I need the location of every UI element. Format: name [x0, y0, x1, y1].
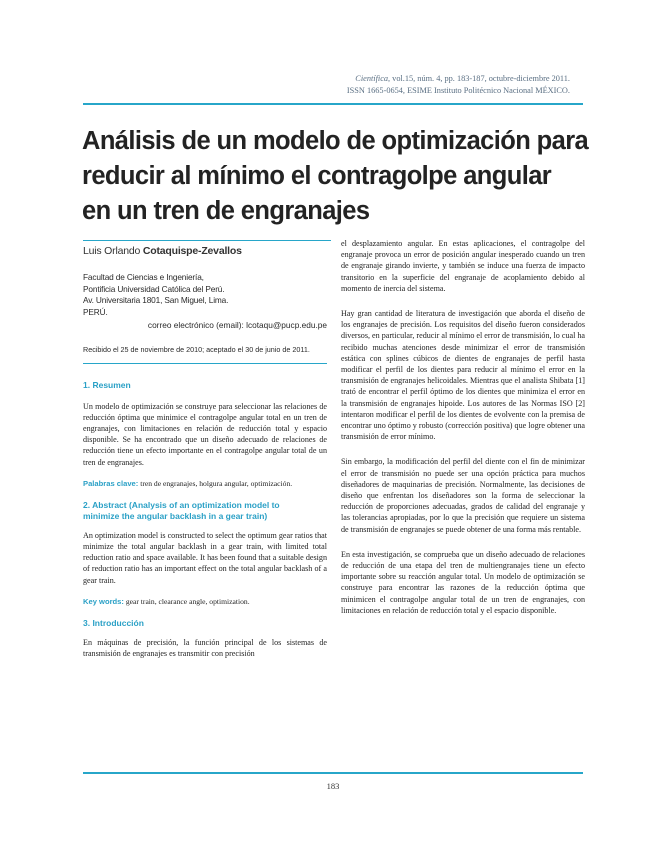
resumen-heading: 1. Resumen: [83, 379, 131, 390]
affiliation-line-4: PERÚ.: [83, 306, 108, 317]
journal-name: Científica: [355, 74, 389, 83]
title-line-1: Análisis de un modelo de optimización para: [82, 127, 589, 155]
abstract-heading-line-2: minimize the angular backlash in a gear train): [83, 510, 268, 521]
right-column: [341, 238, 585, 630]
affiliation: [83, 272, 327, 318]
key-words: [83, 596, 327, 607]
palabras-clave-text: tren de engranajes, holgura angular, optimización.: [138, 478, 293, 488]
author-given-name: Luis Orlando: [83, 245, 143, 257]
journal-header: [240, 73, 570, 97]
affiliation-line-2: Pontificia Universidad Católica del Perú.: [83, 283, 225, 294]
introduccion-text: En máquinas de precisión, la función principal de los sistemas de transmisión de engranajes es transmitir con precisión: [83, 637, 327, 658]
article-title: [82, 124, 589, 229]
received-date: Recibido el 25 de noviembre de 2010; aceptado el 30 de junio de 2011.: [83, 345, 327, 364]
issn-line: ISSN 1665-0654, ESIME Instituto Politécnico Nacional MÉXICO.: [346, 86, 570, 95]
palabras-clave-label: Palabras clave:: [83, 478, 139, 488]
affiliation-line-1: Facultad de Ciencias e Ingeniería,: [83, 272, 204, 282]
author-name: [83, 244, 327, 258]
author-email[interactable]: correo electrónico (email): lcotaqu@pucp.edu.pe: [147, 320, 327, 330]
title-line-2: reducir al mínimo el contragolpe angular: [82, 162, 552, 190]
author-family-name: Cotaquispe-Zevallos: [142, 245, 242, 257]
header-divider: [83, 103, 583, 105]
body-paragraph: Sin embargo, la modificación del perfil del diente con el fin de minimizar el error de transmisión no puede ser una opción práctica para muchos diseñadores de maquinarias de precisión. Normalmente, las decisiones de diseño que enfrentan los diseñadores son la forma de seleccionar la reducción de proporciones adecuadas, grados de calidad del engranaje y las tolerancias apropiadas, por lo que la precisión que requiere un sistema de transmisión de engranajes se puede obtener de una forma más rentable.: [341, 457, 585, 534]
citation: , vol.15, núm. 4, pp. 183-187, octubre-diciembre 2011.: [388, 74, 570, 83]
key-words-label: Key words:: [83, 596, 124, 606]
footer-divider: [83, 772, 583, 774]
palabras-clave: [83, 478, 327, 489]
left-column: [83, 244, 327, 659]
affiliation-line-3: Av. Universitaria 1801, San Miguel, Lima.: [83, 295, 229, 305]
body-paragraph: En esta investigación, se comprueba que un diseño adecuado de relaciones de reducción de una etapa del tren de multiengranajes tiene un efecto importante sobre su reacción angular total. Un modelo de optimización se construye para encontrar las razones de la reducción óptima que minimicen el contragolpe angular total de un tren de engranajes, con limitaciones en relación de reducción total y el espacio disponible.: [341, 549, 585, 615]
body-paragraph: Hay gran cantidad de literatura de investigación que aborda el diseño de los engranajes de precisión. Los requisitos del diseño fueron considerados diversos, en particular, reducir al mínimo el error de transmisión, lo cual ha recibido muchas atenciones desde minimizar el error de transmisión estática con splines cúbicos de dientes de engranajes de perfil hasta modificar el perfil de los dientes para reducir al mínimo el error en la transmisión de engranajes helicoidales. Mientras que el analista Shibata [1] trató de encontrar el perfil óptimo de los dientes que minimiza el error en la transmisión de engranajes hipoide. Los autores de las Normas ISO [2] intentaron modificar el perfil de los dientes de evolvente con la premisa de encontrar uno óptimo y robusto (corrección positiva) que logre obtener una transmisión de error mínimo.: [341, 309, 585, 442]
body-paragraph: el desplazamiento angular. En estas aplicaciones, el contragolpe del engranaje provoca un error de posición angular inesperado cuando un tren de engranaje girando invierte, y también se induce una fuerza de impacto transitorio en la superficie del engranaje de acoplamiento debido al momento de inercia del sistema.: [341, 239, 585, 293]
resumen-text: Un modelo de optimización se construye para seleccionar las relaciones de reducción óptima que minimice el contragolpe angular total en un tren de engranajes, con limitaciones en relación de reducción total y espacio disponible. Se ha encontrado que un diseño adecuado de relaciones de reducción tiene un efecto importante en el contragolpe angular total de un tren de engranajes.: [83, 401, 327, 467]
title-line-3: en un tren de engranajes: [82, 197, 370, 225]
introduccion-heading: 3. Introducción: [83, 617, 144, 628]
page-number: 183: [326, 781, 340, 791]
key-words-text: gear train, clearance angle, optimization.: [123, 596, 250, 606]
abstract-text: An optimization model is constructed to select the optimum gear ratios that minimize the total angular backlash in a gear train, with limited total reduction ratio and space available. It has been found that a suitable design of reduction ratio has an important effect on the total angular backlash of a gear train.: [83, 530, 327, 585]
abstract-heading-line-1: 2. Abstract (Analysis of an optimization model to: [83, 499, 280, 510]
citation-line: [240, 73, 570, 85]
column-divider: [83, 240, 331, 241]
abstract-heading: [83, 500, 327, 522]
